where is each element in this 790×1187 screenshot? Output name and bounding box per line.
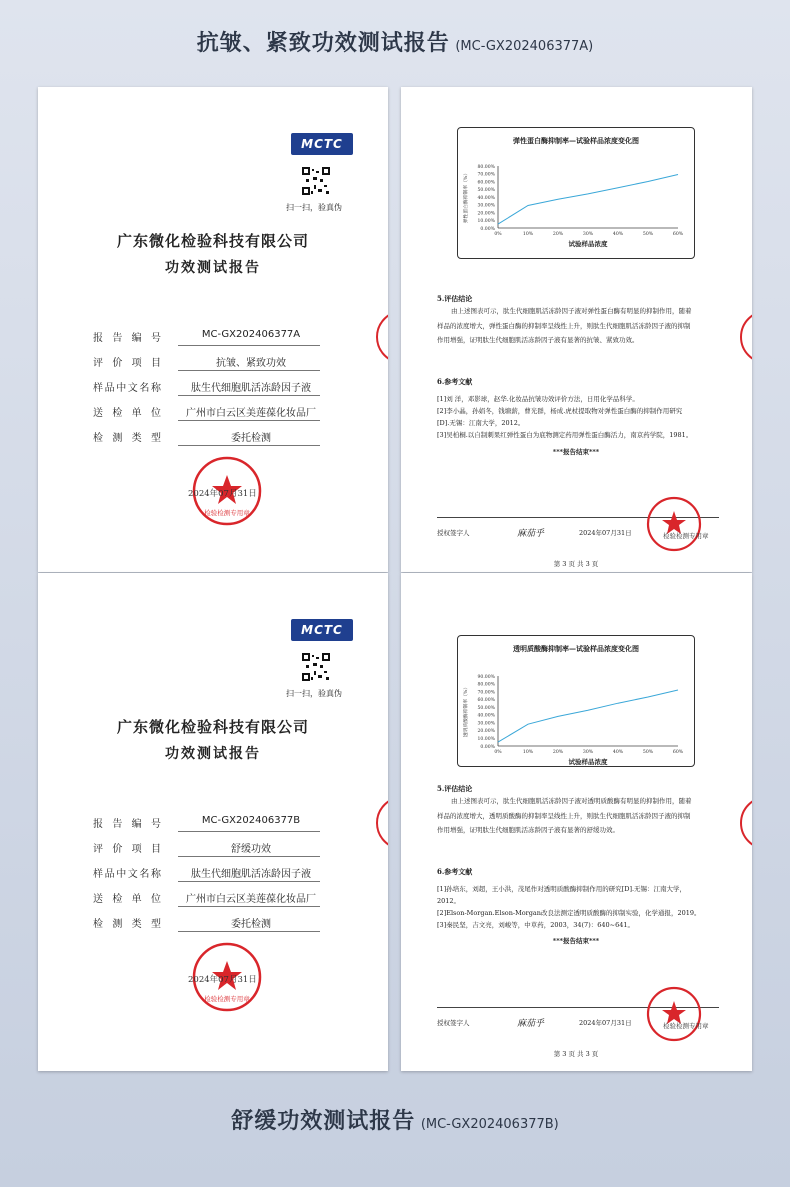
mctc-logo: MCTC <box>291 133 353 155</box>
x-tick-label: 30% <box>582 750 594 755</box>
reference-item: [3]秦民坚，吉文亮，刘峻等，中草药，2003，34(7)：640~641。 <box>437 921 634 929</box>
x-tick-label: 40% <box>612 750 624 755</box>
field-label: 评价项目 <box>93 358 161 369</box>
field-label: 样品中文名称 <box>93 383 161 394</box>
x-tick-label: 10% <box>522 750 534 755</box>
partial-seal-edge <box>373 793 388 853</box>
field-label: 报告编号 <box>93 333 161 344</box>
result-seal <box>645 495 703 553</box>
company-name: 广东微化检验科技有限公司 <box>116 718 309 736</box>
result-seal <box>645 985 703 1043</box>
bottom-heading <box>0 1104 790 1135</box>
field-label: 送检单位 <box>93 408 161 419</box>
field-value: 肽生代细胞肌活冻龄因子液 <box>191 383 311 394</box>
field-label: 报告编号 <box>93 819 161 830</box>
report-end-mark: ***报告结束*** <box>552 937 600 945</box>
report-end-mark: ***报告结束*** <box>552 448 600 456</box>
y-tick-label: 10.00% <box>477 219 495 225</box>
field-sample-name <box>93 860 318 882</box>
y-tick-label: 40.00% <box>477 195 495 201</box>
reference-item: [3]吴柏桐.以自制刺果红弹性蛋白为底物测定药用弹性蛋白酶活力，南京药学院，1981。 <box>437 431 693 439</box>
x-tick-label: 40% <box>612 232 624 237</box>
field-label: 送检单位 <box>93 894 161 905</box>
y-tick-label: 30.00% <box>477 721 495 727</box>
heading-code: (MC-GX202406377A) <box>455 39 594 54</box>
x-tick-label: 10% <box>522 232 534 237</box>
references-list <box>437 883 737 931</box>
y-tick-label: 20.00% <box>477 729 495 735</box>
chart-title: 弹性蛋白酶抑制率—试验样品浓度变化图 <box>513 136 639 145</box>
field-client <box>93 885 318 907</box>
heading-title: 舒缓功效测试报告 <box>231 1109 416 1134</box>
field-label: 检测类型 <box>93 433 161 444</box>
y-tick-label: 0.00% <box>480 744 495 750</box>
y-tick-label: 90.00% <box>477 674 495 680</box>
field-value: 委托检测 <box>231 919 271 930</box>
report-title: 功效测试报告 <box>165 746 261 762</box>
chart-b-frame <box>457 635 695 767</box>
y-axis-label: 弹性蛋白酶抑制率（%） <box>464 170 469 224</box>
field-sample-name <box>93 374 318 396</box>
field-test-type <box>93 424 318 446</box>
y-tick-label: 0.00% <box>480 226 495 232</box>
field-test-type <box>93 910 318 932</box>
field-report-no <box>93 810 318 832</box>
reference-item: [1]孙培东，刘超，王小洪，茂尾作对透明质酸酶抑制作用的研究[D].无锡：江南大学， <box>437 885 687 893</box>
svg-text:检验检测专用章: 检验检测专用章 <box>204 509 250 517</box>
report-b-cover-page <box>38 573 388 1071</box>
reference-item: 2012。 <box>437 897 461 905</box>
conclusion-line: 由上述图表可示，肽生代细胞肌活冻龄因子液对弹性蛋白酶有明显的抑制作用，随着 <box>451 307 692 315</box>
mctc-logo: MCTC <box>291 619 353 641</box>
field-label: 评价项目 <box>93 844 161 855</box>
qr-caption: 扫一扫，验真伪 <box>286 689 342 698</box>
qr-code-icon <box>302 653 330 681</box>
x-tick-label: 50% <box>642 750 654 755</box>
sign-date: 2024年07月31日 <box>579 529 632 537</box>
conclusion-line: 由上述图表可示，肽生代细胞肌活冻龄因子液对透明质酸酶有明显的抑制作用，随着 <box>451 797 692 805</box>
references-heading: 6.参考文献 <box>437 377 473 386</box>
series-line <box>498 175 678 225</box>
y-tick-label: 80.00% <box>477 682 495 688</box>
series-line <box>498 690 678 742</box>
field-value: 舒缓功效 <box>231 844 271 855</box>
x-tick-label: 0% <box>494 232 502 237</box>
field-evaluation-item <box>93 835 318 857</box>
partial-seal-edge <box>737 793 752 853</box>
conclusion-line: 作用增强，证明肽生代细胞肌活冻龄因子液有显著的抗皱、紧致功效。 <box>437 336 639 344</box>
conclusion-heading: 5.评估结论 <box>437 294 473 303</box>
signatory-label: 授权签字人 <box>437 1019 470 1027</box>
y-tick-label: 60.00% <box>477 698 495 704</box>
x-tick-label: 60% <box>672 232 684 237</box>
field-value: MC-GX202406377B <box>201 815 301 826</box>
chart-a-frame <box>457 127 695 259</box>
top-heading <box>0 26 790 57</box>
chart-a <box>458 128 694 258</box>
x-axis-label: 试验样品浓度 <box>568 240 608 248</box>
x-tick-label: 50% <box>642 232 654 237</box>
conclusion-line: 作用增强，证明肽生代细胞肌活冻龄因子液有显著的舒缓功效。 <box>437 826 619 834</box>
signature: 麻茄乎 <box>517 529 545 539</box>
heading-code: (MC-GX202406377B) <box>420 1117 559 1132</box>
field-value: 肽生代细胞肌活冻龄因子液 <box>191 869 311 880</box>
svg-text:检验检测专用章: 检验检测专用章 <box>204 995 250 1003</box>
x-tick-label: 0% <box>494 750 502 755</box>
field-label: 检测类型 <box>93 919 161 930</box>
y-axis-label: 透明质酸酶抑制率（%） <box>464 684 469 738</box>
x-tick-label: 20% <box>552 232 564 237</box>
conclusion-line: 样品的浓度增大，弹性蛋白酶的抑制率呈线性上升，则肽生代细胞肌活冻龄因子液的抑制 <box>437 321 691 330</box>
references-heading: 6.参考文献 <box>437 867 473 876</box>
field-report-no <box>93 324 318 346</box>
company-name: 广东微化检验科技有限公司 <box>116 232 309 250</box>
seal-text: 检验检测专用章 <box>663 1022 709 1030</box>
y-tick-label: 50.00% <box>477 705 495 711</box>
field-evaluation-item <box>93 349 318 371</box>
chart-title: 透明质酸酶抑制率—试验样品浓度变化图 <box>513 644 639 653</box>
y-tick-label: 30.00% <box>477 203 495 209</box>
y-tick-label: 40.00% <box>477 713 495 719</box>
y-tick-label: 20.00% <box>477 211 495 217</box>
x-axis-label: 试验样品浓度 <box>568 758 608 766</box>
chart-b <box>458 636 694 776</box>
field-value: MC-GX202406377A <box>201 329 301 340</box>
field-value: 抗皱、紧致功效 <box>216 358 286 369</box>
heading-title: 抗皱、紧致功效测试报告 <box>196 31 450 56</box>
y-tick-label: 60.00% <box>477 180 495 186</box>
partial-seal-edge <box>373 307 388 367</box>
field-value: 广州市白云区美莲葆化妆品厂 <box>186 408 316 419</box>
field-client <box>93 399 318 421</box>
page-footer: 第 3 页 共 3 页 <box>553 1050 599 1058</box>
y-tick-label: 10.00% <box>477 737 495 743</box>
x-tick-label: 60% <box>672 750 684 755</box>
reference-item: [2]Elson-Morgan.Elson-Morgan改良法测定透明质酸酶的抑制实验，化学通报，2019。 <box>437 909 701 917</box>
y-tick-label: 50.00% <box>477 188 495 194</box>
qr-code-icon <box>302 167 330 195</box>
conclusion-line: 样品的浓度增大，透明质酸酶的抑制率呈线性上升，则肽生代细胞肌活冻龄因子液的抑制 <box>437 811 691 820</box>
qr-caption: 扫一扫，验真伪 <box>286 203 342 212</box>
references-list <box>437 393 737 441</box>
y-tick-label: 70.00% <box>477 172 495 178</box>
report-b-result-page <box>401 573 752 1071</box>
reference-item: [D].无锡：江南大学，2012。 <box>437 419 525 427</box>
report-a-result-page <box>401 87 752 572</box>
conclusion-heading: 5.评估结论 <box>437 784 473 793</box>
y-tick-label: 70.00% <box>477 690 495 696</box>
partial-seal-edge <box>737 307 752 367</box>
signature: 麻茄乎 <box>517 1019 545 1029</box>
reference-item: [2]李小晶，孙娟冬，钱塘薪，曹光群，杨成.虎杖提取物对弹性蛋白酶的抑制作用研究 <box>437 407 683 415</box>
seal-text: 检验检测专用章 <box>663 532 709 540</box>
x-tick-label: 20% <box>552 750 564 755</box>
conclusion-text <box>437 794 727 838</box>
y-tick-label: 80.00% <box>477 164 495 170</box>
stamp-date: 2024年07月31日 <box>188 489 257 499</box>
report-a-cover-page <box>38 87 388 572</box>
x-tick-label: 30% <box>582 232 594 237</box>
sign-date: 2024年07月31日 <box>579 1019 632 1027</box>
field-value: 广州市白云区美莲葆化妆品厂 <box>186 894 316 905</box>
stamp-date: 2024年07月31日 <box>188 975 257 985</box>
report-title: 功效测试报告 <box>165 260 261 276</box>
signatory-label: 授权签字人 <box>437 529 470 537</box>
reference-item: [1]刘 洋，邓影球，赵华.化妆品抗皱功效评价方法，日用化学品科学。 <box>437 395 639 403</box>
field-label: 样品中文名称 <box>93 869 161 880</box>
conclusion-text <box>437 304 727 348</box>
page-footer: 第 3 页 共 3 页 <box>553 560 599 568</box>
field-value: 委托检测 <box>231 433 271 444</box>
